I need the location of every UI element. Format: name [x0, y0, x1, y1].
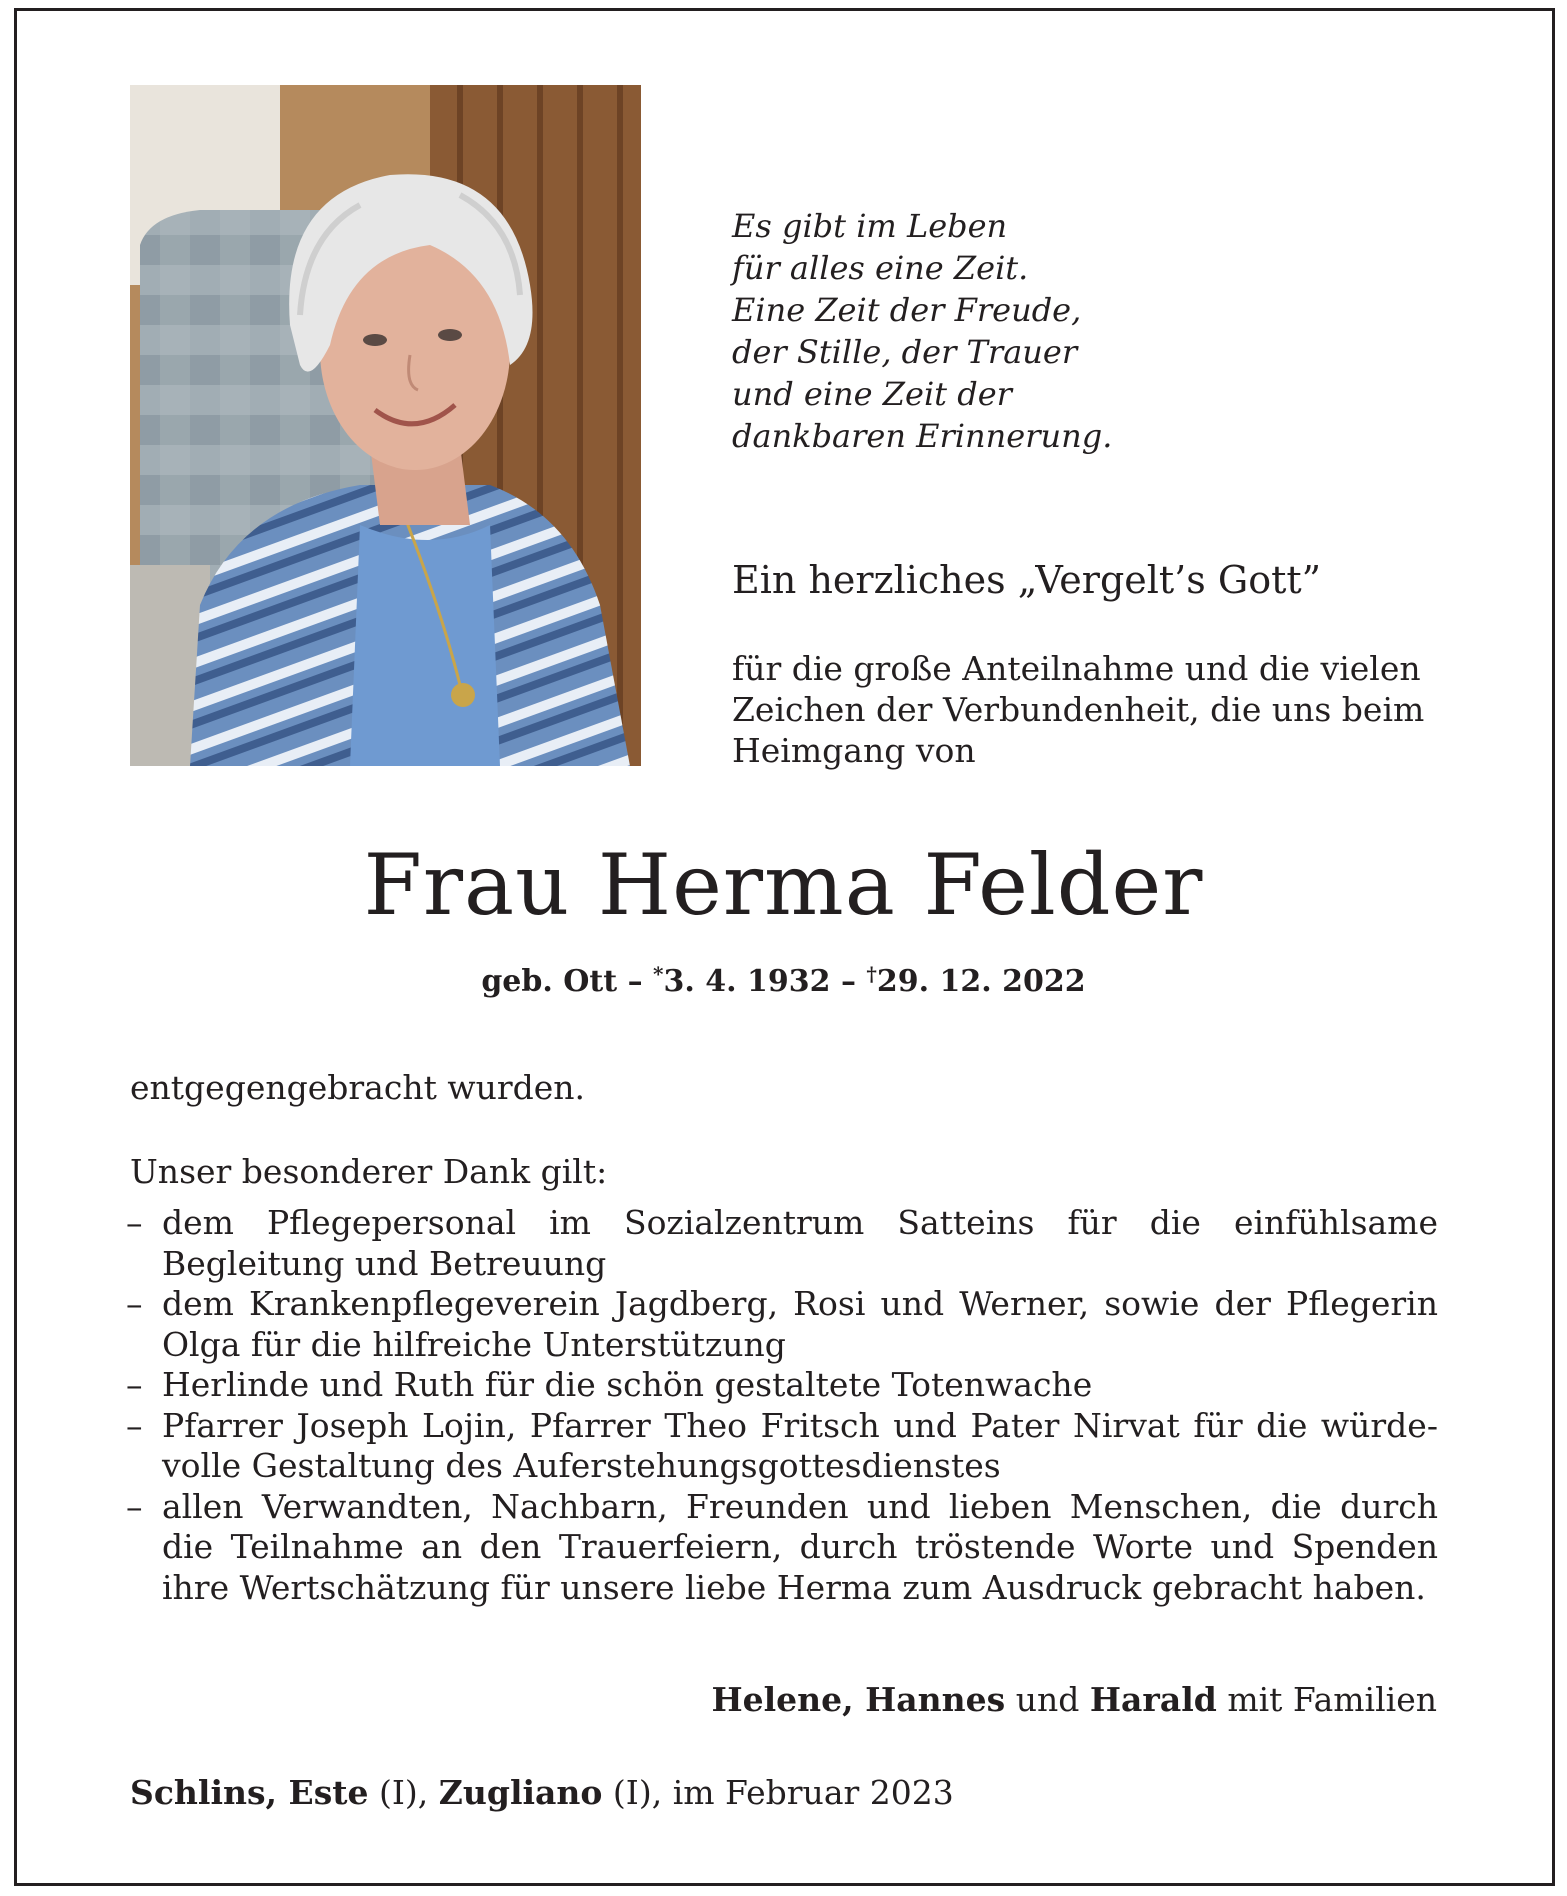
separator: – [840, 964, 856, 999]
list-line: Pfarrer Joseph Lojin, Pfarrer Theo Fritsch und Pater Nirvat für die würde- [162, 1405, 1438, 1445]
birth-date: 3. 4. 1932 [663, 964, 831, 999]
poem-line: dankbaren Erinnerung. [732, 417, 1113, 455]
poem [732, 205, 1332, 457]
list-item [126, 1284, 1438, 1365]
poem-line: und eine Zeit der [732, 375, 1012, 413]
list-dash: – [126, 1203, 143, 1242]
poem-line: Es gibt im Leben [732, 207, 1008, 245]
portrait-photo [130, 85, 641, 766]
signature-names: Helene, Hannes [711, 1680, 1006, 1719]
list-line: dem Krankenpflegeverein Jagdberg, Rosi und Werner, sowie der Pflegerin [162, 1284, 1438, 1323]
dank-list [126, 1203, 1438, 1608]
list-item [126, 1487, 1438, 1609]
poem-line: für alles eine Zeit. [732, 249, 1029, 287]
list-line: Herlinde und Ruth für die schön gestaltete Totenwache [162, 1365, 1093, 1404]
separator: – [627, 964, 643, 999]
intro-line: Zeichen der Verbundenheit, die uns beim [732, 690, 1425, 729]
deceased-name: Frau Herma Felder [363, 836, 1204, 934]
list-dash: – [126, 1486, 143, 1526]
poem-line: der Stille, der Trauer [732, 333, 1078, 371]
signature [711, 1680, 1437, 1719]
list-line: dem Pflegepersonal im Sozialzentrum Satteins für die einfühlsame [162, 1203, 1438, 1242]
list-item [126, 1203, 1438, 1284]
place-date [130, 1773, 954, 1812]
poem-line: Eine Zeit der Freude, [732, 291, 1082, 329]
place-country: (I), [612, 1773, 663, 1812]
received-text: entgegengebracht wurden. [130, 1068, 585, 1107]
life-dates [0, 962, 1567, 999]
intro-line: Heimgang von [732, 731, 976, 770]
list-line: Olga für die hilfreiche Unterstützung [162, 1324, 786, 1364]
intro-line: für die große Anteilnahme und die vielen [732, 649, 1421, 688]
list-item [126, 1365, 1438, 1406]
list-line: ihre Wertschätzung für unsere liebe Herma zum Ausdruck gebracht haben. [162, 1567, 1426, 1607]
list-line: volle Gestaltung des Auferstehungsgottesdienstes [162, 1446, 1001, 1485]
signature-suffix: mit Familien [1227, 1680, 1437, 1719]
list-dash: – [126, 1284, 143, 1323]
signature-and: und [1015, 1680, 1080, 1719]
maiden-name: geb. Ott [481, 964, 618, 999]
birth-symbol: * [653, 962, 664, 986]
list-line: Begleitung und Betreuung [162, 1243, 607, 1283]
dank-intro: Unser besonderer Dank gilt: [130, 1152, 608, 1191]
place-name: Zugliano [438, 1773, 603, 1812]
intro-text [732, 648, 1452, 771]
death-date: 29. 12. 2022 [876, 964, 1086, 999]
place-country: (I), [379, 1773, 429, 1812]
list-dash: – [126, 1405, 143, 1445]
place-date-text: im Februar 2023 [672, 1773, 954, 1812]
signature-name: Harald [1089, 1680, 1217, 1719]
thanks-heading: Ein herzliches „Vergelt’s Gott” [732, 558, 1322, 602]
list-line: die Teilnahme an den Trauerfeiern, durch tröstende Worte und Spenden [162, 1527, 1438, 1566]
place-name: Schlins, Este [130, 1773, 369, 1812]
list-line: allen Verwandten, Nachbarn, Freunden und lieben Menschen, die durch [162, 1486, 1438, 1526]
death-symbol: † [866, 962, 877, 986]
list-item [126, 1406, 1438, 1487]
list-dash: – [126, 1365, 143, 1404]
